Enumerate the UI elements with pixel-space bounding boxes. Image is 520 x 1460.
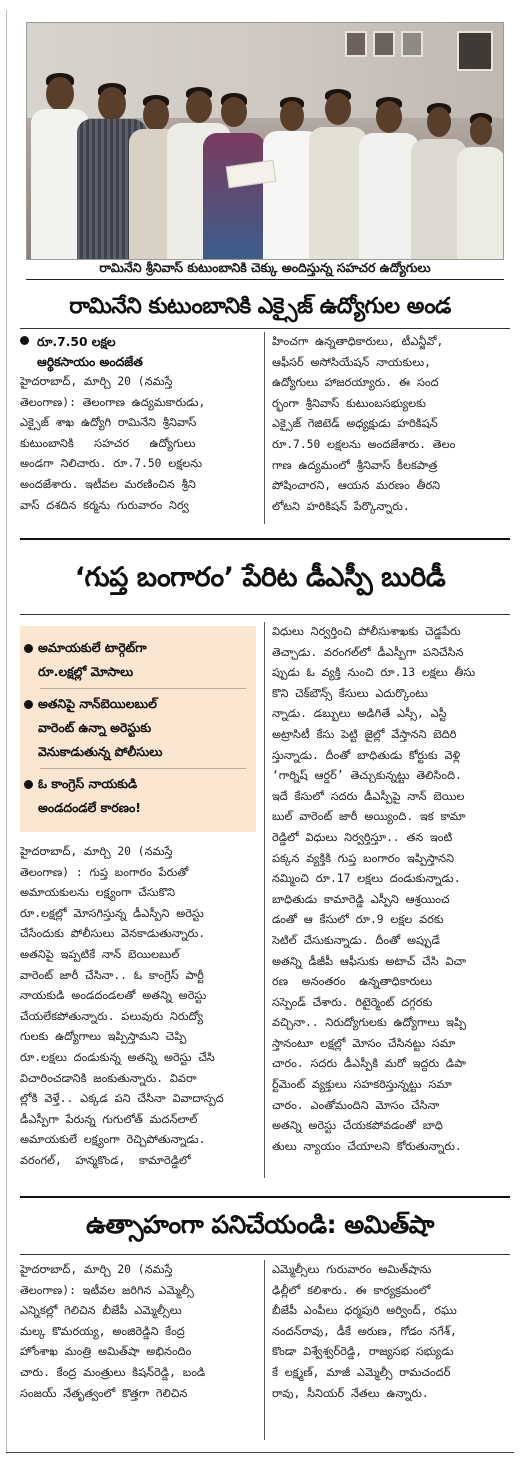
story1-column-1: హైదరాబాద్, మార్చి 20 (నమస్తే తెలంగాణ): తెలంగాణ ఉద్యమకారుడు, ఎక్సైజ్ శాఖ ఉద్యోగి రామినేని శ్రీనివాస్ కుటుంబానికి సహచర ఉద్యోగులు అండగా నిలిచారు. రూ.7.50 లక్షలను అందజేశారు. ఇటీవల మరణించిన శ్రీని వాస్ దశదిన కర్మను గురువారం నిర్వ bbox=[20, 375, 206, 512]
story3-column-2: ఎమ్మెల్సీలు గురువారం అమిత్‌షాను ఢిల్లీలో కలిశారు. ఈ కార్యక్రమంలో బీజేపీ ఎంపీలు ధర్మపురి అర్వింద్, రఘు నందన్‌రావు, డీకే అరుణ, గోడం నగేశ్, కొండా విశ్వేశ్వర్‌రెడ్డి, రాజ్యసభ సభ్యుడు కే లక్ష్మణ్, మాజీ ఎమ్మెల్సీ రామచందర్ రావు, సీనియర్ నేతలు ఉన్నారు. bbox=[272, 1263, 457, 1400]
bottom-border bbox=[6, 1452, 514, 1453]
story1-column-2: హించగా ఉన్నతాధికారులు, టీఎన్జీవో, ఆఫీసర్ అసోసియేషన్ నాయకులు, ఉద్యోగులు హాజరయ్యారు. ఈ సంద ర్భంగా శ్రీనివాస్ కుటుంబసభ్యులకు ఎక్సైజ్ గెజిటెడ్ అధ్యక్షుడు హరికిషన్ రూ.7.50 లక్షలను అందజేశారు. తెలం గాణ ఉద్యమంలో శ్రీనివాస్ కీలకపాత్ర పోషించారని, ఆయన మరణం తీరని లోటని హరికిషన్ పేర్కొన్నారు. bbox=[272, 335, 456, 513]
story3-column-1: హైదరాబాద్, మార్చి 20 (నమస్తే తెలంగాణ): ఇటీవల జరిగిన ఎమ్మెల్సీ ఎన్నికల్లో గెలిచిన బీజేపీ ఎమ్మెల్సీలు మల్క కొమరయ్య, అంజిరెడ్డిని కేంద్ర హోంశాఖ మంత్రి అమిత్‌షా అభినందిం చారు. కేంద్ర మంత్రులు కిషన్‌రెడ్డి, బండి సంజయ్ నేతృత్వంలో కొత్తగా గెలిచిన bbox=[20, 1263, 206, 1400]
highlight-item: అతనిపై నాన్‌బెయిలబుల్ వారెంట్ ఉన్నా అరెస్టుకు వెనుకాడుతున్న పోలీసులు bbox=[38, 692, 252, 764]
story3-headline: ఉత్సాహంగా పనిచేయండి: అమిత్‌షా bbox=[86, 1210, 434, 1239]
highlight-item: ఓ కాంగ్రెస్ నాయకుడి అండదండలే కారణం! bbox=[38, 772, 252, 820]
column-divider bbox=[264, 622, 265, 1178]
highlights-box bbox=[20, 626, 256, 832]
column-divider bbox=[264, 332, 265, 524]
news-photo bbox=[26, 22, 504, 260]
story2-headline: ‘గుప్త బంగారం’ పేరిట డీఎస్పీ బురిడీ bbox=[74, 562, 446, 593]
divider bbox=[20, 1196, 510, 1198]
highlight-item: అమాయకులే టార్గెట్‌గా రూ.లక్షల్లో మోసాలు bbox=[38, 636, 252, 684]
story1-headline: రామినేని కుటుంబానికి ఎక్సైజ్ ఉద్యోగుల అండ bbox=[69, 294, 451, 319]
column-divider bbox=[264, 1260, 265, 1440]
newspaper-page bbox=[6, 10, 514, 1454]
story2-column-1: హైదరాబాద్, మార్చి 20 (నమస్తే తెలంగాణ) : గుప్త బంగారం పేరుతో అమాయకులను లక్ష్యంగా చేసుకొని రూ.లక్షల్లో మోసగిస్తున్న డీఎస్పీని అరెస్టు చేసేందుకు పోలీసులు వెనకాడుతున్నారు. అతనిపై ఇప్పటికే నాన్ బెయిలబుల్ వారెంట్ జారీ చేసినా.. ఓ కాంగ్రెస్ పార్టీ నాయకుడి అండదండలతో అతన్ని అరెస్టు చేయలేకపోతున్నారు. పలువురు నిరుద్యో గులకు ఉద్యోగాలు ఇప్పిస్తామని చెప్పి రూ.లక్షలు దండుకున్న అతన్ని అరెస్టు చేసి విచారించడానికి జంకుతున్నారు. వివరా ల్లోకి వెళ్తే.. ఎక్కడ పని చేసినా వివాదాస్పద డీఎస్పీగా పేరున్న గుగులోత్ మదన్‌లాల్ అమాయకులే లక్ష్యంగా రెచ్చిపోతున్నాడు. వరంగల్, హన్మకొండ, కామారెడ్డిలో bbox=[20, 845, 224, 1167]
divider bbox=[20, 328, 510, 329]
photo-caption: రామినేని శ్రీనివాస్ కుటుంబానికి చెక్కు అందిస్తున్న సహచర ఉద్యోగులు bbox=[26, 256, 504, 280]
divider bbox=[20, 538, 510, 540]
story1-subhead: రూ.7.50 లక్షల ఆర్థికసాయం అందజేత bbox=[20, 332, 143, 372]
divider bbox=[20, 614, 510, 615]
story2-column-2: విధులు నిర్వర్తించి పోలీసుశాఖకు చెడ్డపేరు తెచ్చాడు. వరంగల్‌లో డీఎస్పీగా పనిచేసిన ప్పుడు ఓ వ్యక్తి నుంచి రూ.13 లక్షలు తీసు కొని చెక్‌బౌన్స్ కేసులు ఎదుర్కొంటు న్నాడు. డబ్బులు అడిగితే ఎస్సీ, ఎస్టీ అట్రాసిటీ కేసు పెట్టి జైల్లో వేస్తానని బెదిరి స్తున్నాడు. దీంతో బాధితుడు కోర్టుకు వెళ్లి ‘గార్నిష్ ఆర్డర్’ తెచ్చుకున్నట్టు తెలిసింది. ఇదే కేసులో సదరు డీఎస్పీపై నాన్ బెయిల బుల్ వారెంట్ జారీ అయ్యింది. ఇక కామా రెడ్డిలో విధులు నిర్వర్తిస్తూ.. తన ఇంటి పక్కన వ్యక్తికి గుప్త బంగారం ఇప్పిస్తానని నమ్మించి రూ.17 లక్షలు దండుకున్నాడు. బాధితుడు కామారెడ్డి ఎస్పీని ఆశ్రయించ డంతో ఆ కేసులో రూ.9 లక్షల వరకు సెటిల్ చేసుకున్నాడు. దీంతో అప్పుడే అతన్ని డీజీపీ ఆఫీసుకు అటాచ్ చేసి విచా రణ అనంతరం ఉన్నతాధికారులు సస్పెండ్ చేశారు. రిటైర్మెంట్ దగ్గరకు వచ్చినా.. నిరుద్యోగులకు ఉద్యోగాలు ఇప్పి స్తానంటూ లక్షల్లో మోసం చేసినట్టు సమా చారం. సదరు డీఎస్పీకి మరో ఇద్దరు డిపా ర్ట్‌మెంట్ వ్యక్తులు సహకరిస్తున్నట్టు సమా చారం. ఎంతోమందిని మోసం చేసినా అతన్ని అరెస్టు చేయకపోవడంతో బాధి తులు న్యాయం చేయాలని కోరుతున్నారు. bbox=[272, 625, 476, 1153]
divider bbox=[20, 1254, 510, 1255]
